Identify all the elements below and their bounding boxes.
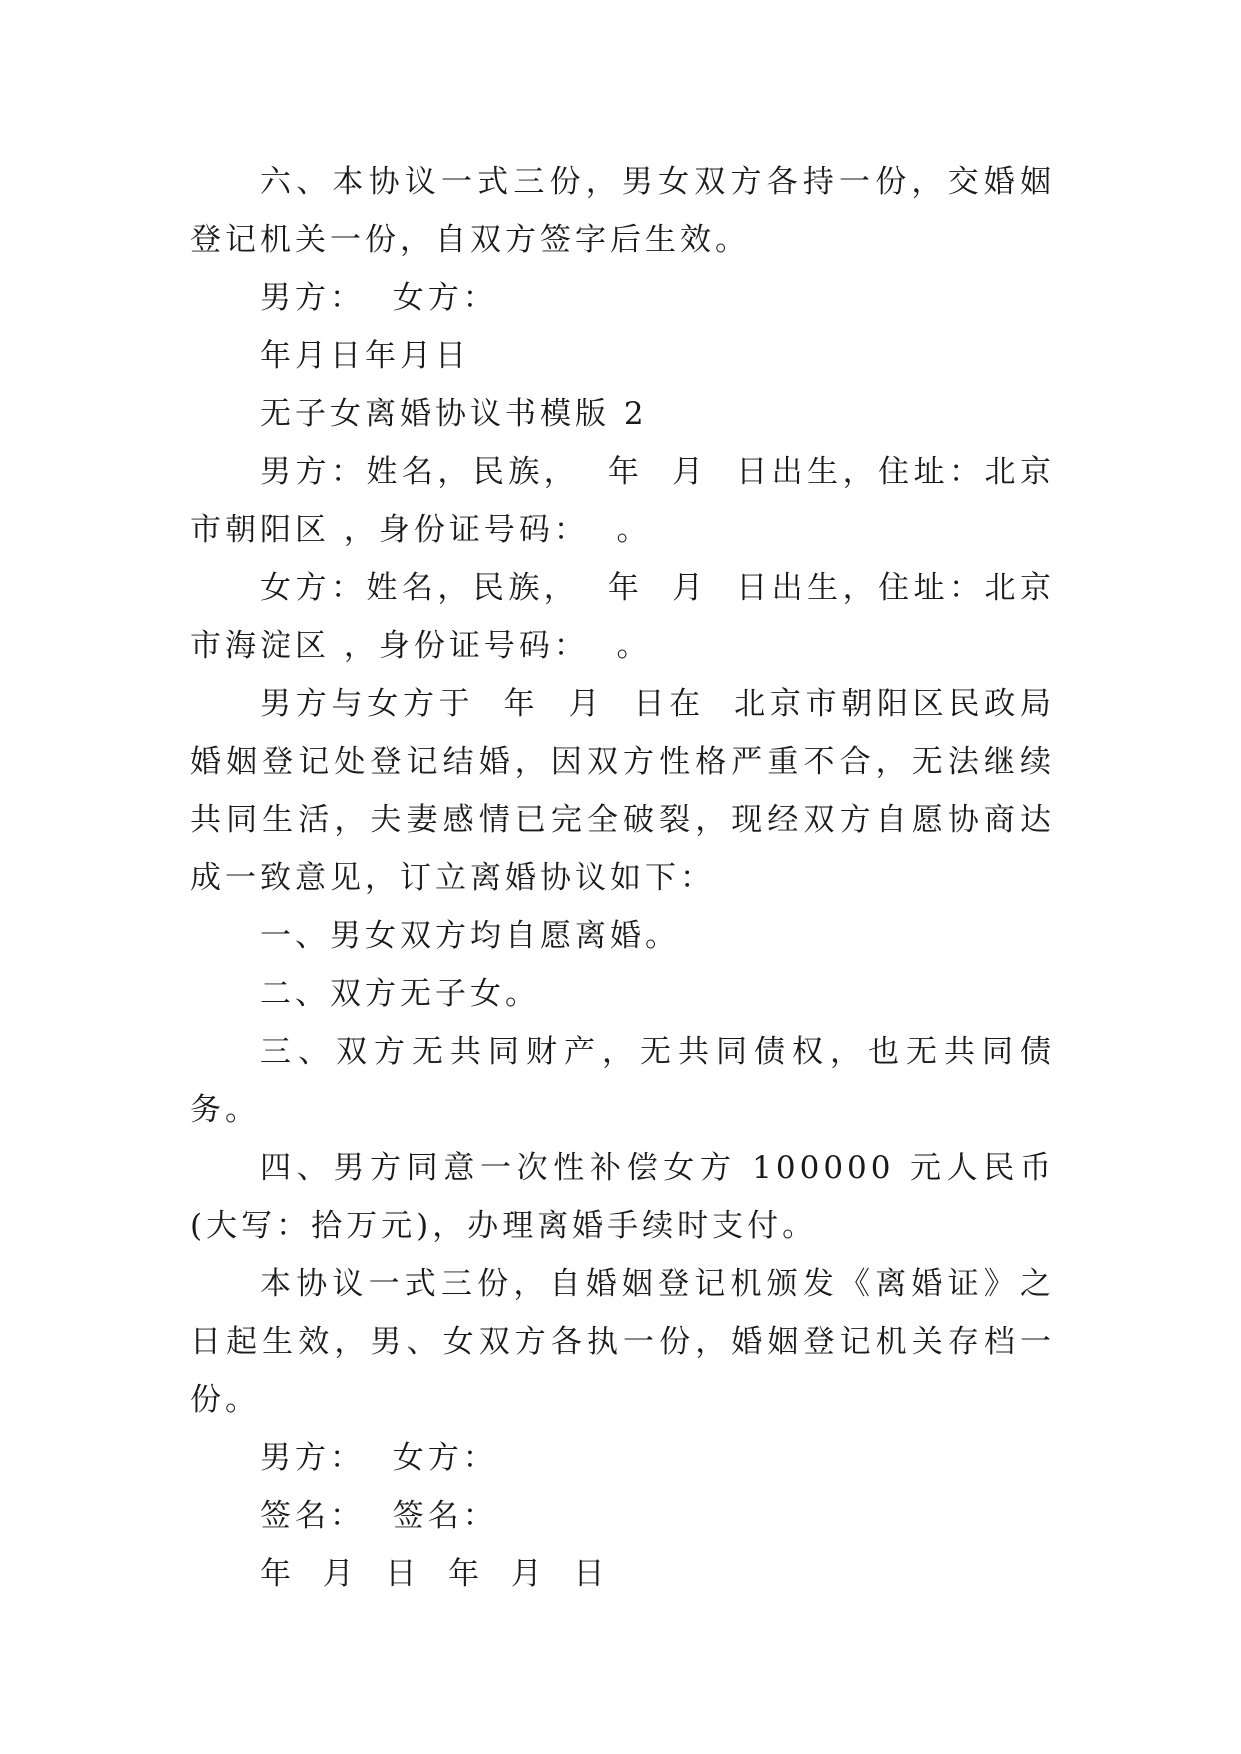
signature-parties-1: 男方： 女方： — [260, 280, 498, 316]
agreement-copies-statement: 本协议一式三份，自婚姻登记机颁发《离婚证》之日起生效，男、女双方各执一份，婚姻登记机关存档一份。 — [190, 1266, 1055, 1418]
female-party-info: 女方：姓名，民族， 年 月 日出生，住址：北京市海淀区 ，身份证号码： 。 — [190, 570, 1055, 664]
clause-four: 四、男方同意一次性补偿女方 100000 元人民币(大写：拾万元)，办理离婚手续时支付。 — [190, 1150, 1055, 1244]
date-line-1: 年月日年月日 — [260, 338, 470, 374]
signature-parties-2: 男方： 女方： — [260, 1440, 498, 1476]
clause-two: 二、双方无子女。 — [260, 976, 540, 1012]
male-party-info: 男方：姓名，民族， 年 月 日出生，住址：北京市朝阳区 ，身份证号码： 。 — [190, 454, 1055, 548]
document-body — [190, 153, 1055, 1603]
date-line-2: 年 月 日 年 月 日 — [260, 1556, 609, 1592]
signature-names: 签名： 签名： — [260, 1498, 498, 1534]
clause-six-copies: 六、本协议一式三份，男女双方各持一份，交婚姻登记机关一份，自双方签字后生效。 — [190, 164, 1055, 258]
template-heading-2: 无子女离婚协议书模版 2 — [260, 396, 648, 432]
clause-three: 三、双方无共同财产，无共同债权，也无共同债务。 — [190, 1034, 1055, 1128]
marriage-registration-statement: 男方与女方于 年 月 日在 北京市朝阳区民政局婚姻登记处登记结婚，因双方性格严重不合，无法继续共同生活，夫妻感情已完全破裂，现经双方自愿协商达成一致意见，订立离婚协议如下： — [190, 686, 1055, 896]
clause-one: 一、男女双方均自愿离婚。 — [260, 918, 680, 954]
